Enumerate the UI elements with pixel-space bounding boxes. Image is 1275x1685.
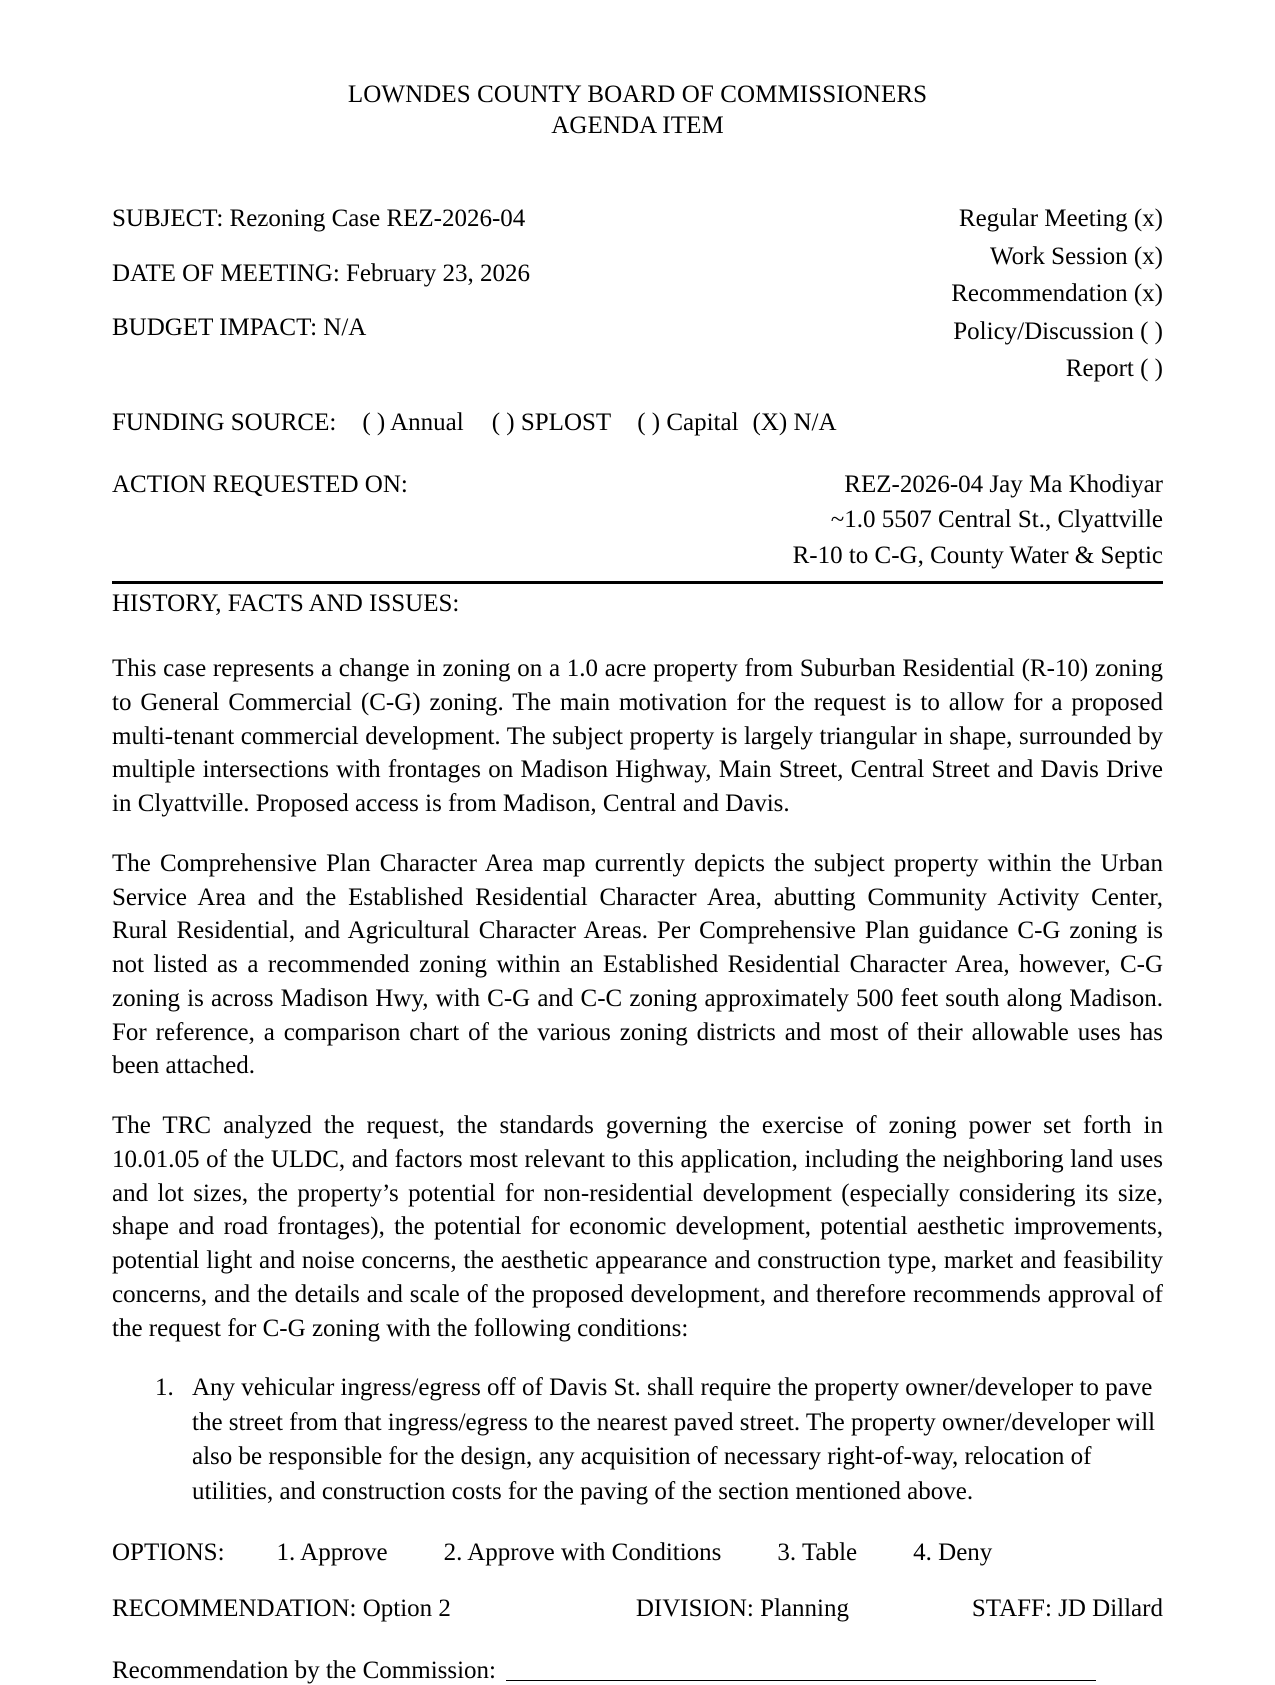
commission-recommendation-input[interactable] — [506, 1679, 1096, 1681]
checkbox-report[interactable]: Report ( ) — [1065, 355, 1163, 382]
option-table[interactable]: 3. Table — [777, 1539, 858, 1567]
checkbox-recommendation[interactable]: Recommendation (x) — [951, 280, 1163, 307]
list-item: 1. Any vehicular ingress/egress off of Davis St. shall require the property owner/developer to pave the street from that ingress/egress to the nearest paved street. The property owner/developer will also be responsible for the design, any acquisition of necessary right-of-way, relocation of utilities, and construction costs for the paving of the section mentioned above. — [180, 1371, 1163, 1509]
header-title-line-2: AGENDA ITEM — [551, 111, 724, 139]
action-requested-details — [793, 467, 1163, 574]
funding-source-label: FUNDING SOURCE: — [112, 408, 337, 436]
action-requested-section — [112, 467, 1163, 574]
commission-recommendation-label: Recommendation by the Commission: — [112, 1657, 496, 1685]
action-requested-label: ACTION REQUESTED ON: — [112, 470, 408, 498]
history-paragraph-1: This case represents a change in zoning on a 1.0 acre property from Suburban Residential (R-10) zoning to General Commercial (C-G) zoning. The main motivation for the request is to allow for a proposed multi-tenant commercial development. The subject property is largely triangular in shape, surrounded by multiple intersections with frontages on Madison Highway, Main Street, Central Street and Davis Drive in Clyattville. Proposed access is from Madison, Central and Davis. — [112, 655, 1163, 817]
staff-value: STAFF: JD Dillard — [971, 1595, 1163, 1623]
funding-option-na[interactable]: (X) N/A — [752, 408, 837, 436]
conditions-list — [112, 1371, 1163, 1509]
checkbox-policy-discussion[interactable]: Policy/Discussion ( ) — [953, 317, 1163, 345]
option-deny[interactable]: 4. Deny — [913, 1539, 993, 1567]
action-detail-case: REZ-2026-04 Jay Ma Khodiyar — [844, 470, 1163, 498]
options-label: OPTIONS: — [112, 1539, 225, 1567]
funding-option-splost[interactable]: ( ) SPLOST — [491, 408, 612, 436]
action-detail-address: ~1.0 5507 Central St., Clyattville — [830, 506, 1163, 533]
options-row — [112, 1539, 1163, 1567]
commission-recommendation-row — [112, 1657, 1163, 1685]
history-section-title: HISTORY, FACTS AND ISSUES: — [112, 590, 460, 617]
meta-left-column — [112, 201, 530, 346]
funding-option-annual[interactable]: ( ) Annual — [362, 408, 464, 436]
history-paragraph-3: The TRC analyzed the request, the standards governing the exercise of zoning power set forth in 10.01.05 of the ULDC, and factors most relevant to this application, including the neighboring land uses and lot sizes, the property’s potential for non-residential development (especially considering its size, shape and road frontages), the potential for economic development, potential aesthetic improvements, potential light and noise concerns, the aesthetic appearance and construction type, market and feasibility concerns, and the details and scale of the proposed development, and therefore recommends approval of the request for C-G zoning with the following conditions: — [112, 1112, 1163, 1342]
checkbox-regular-meeting[interactable]: Regular Meeting (x) — [958, 205, 1163, 232]
recommendation-value: RECOMMENDATION: Option 2 — [112, 1595, 451, 1623]
document-header — [112, 80, 1163, 141]
action-detail-zoning: R-10 to C-G, County Water & Septic — [792, 541, 1163, 569]
recommendation-row — [112, 1595, 1163, 1623]
option-approve-with-conditions[interactable]: 2. Approve with Conditions — [443, 1539, 722, 1567]
header-title-line-1: LOWNDES COUNTY BOARD OF COMMISSIONERS — [347, 81, 928, 108]
meta-section — [112, 201, 1163, 387]
option-approve[interactable]: 1. Approve — [276, 1539, 388, 1567]
division-value: DIVISION: Planning — [635, 1595, 849, 1623]
history-paragraph-2: The Comprehensive Plan Character Area map currently depicts the subject property within the Urban Service Area and the Established Residential Character Area, abutting Community Activity Center, Rural Residential, and Agricultural Character Areas. Per Comprehensive Plan guidance C-G zoning is not listed as a recommended zoning within an Established Residential Character Area, however, C-G zoning is across Madison Hwy, with C-G and C-C zoning approximately 500 feet south along Madison. For reference, a comparison chart of the various zoning districts and most of their allowable uses has been attached. — [112, 849, 1163, 1080]
budget-impact-line: BUDGET IMPACT: N/A — [112, 314, 367, 341]
date-of-meeting-line: DATE OF MEETING: February 23, 2026 — [112, 259, 531, 287]
horizontal-divider — [112, 581, 1163, 584]
checkbox-work-session[interactable]: Work Session (x) — [990, 242, 1163, 270]
funding-option-capital[interactable]: ( ) Capital — [637, 408, 739, 436]
subject-line: SUBJECT: Rezoning Case REZ-2026-04 — [112, 205, 526, 232]
funding-source-row — [112, 409, 1163, 437]
meeting-type-checkbox-list — [951, 201, 1163, 387]
